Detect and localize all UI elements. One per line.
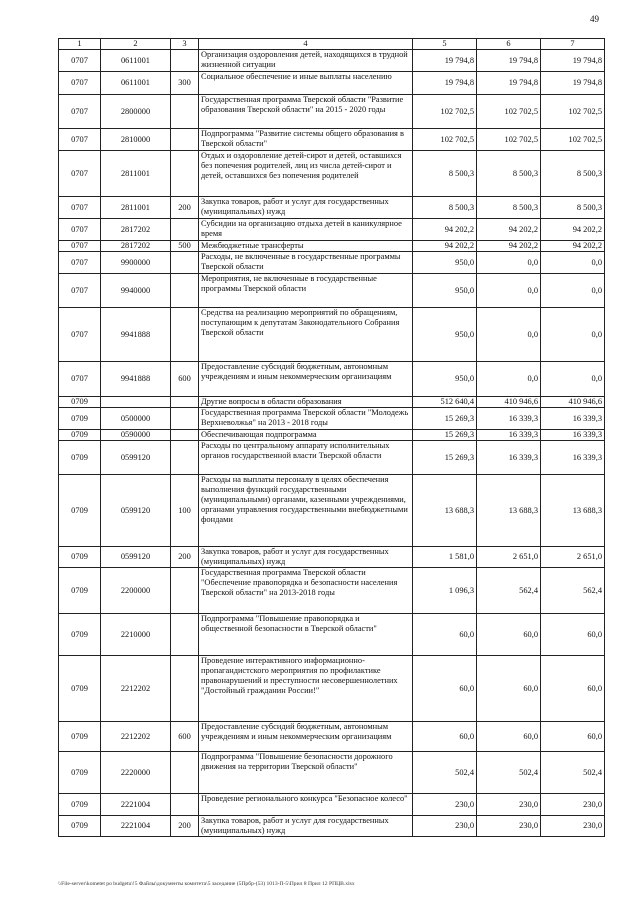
- table-cell-name: Организация оздоровления детей, находящихся в трудной жизненной ситуации: [199, 50, 413, 72]
- table-row: [59, 274, 605, 308]
- table-cell-name: Государственная программа Тверской области "Развитие образования Тверской области" на 2015 - 2020 годы: [199, 95, 413, 129]
- table-cell-vr: [171, 430, 199, 441]
- table-row: [59, 568, 605, 614]
- table-cell-v2: 0,0: [477, 308, 541, 362]
- table-cell-vr: [171, 752, 199, 794]
- table-cell-name: Расходы по центральному аппарату исполнительных органов государственной власти Тверской области: [199, 441, 413, 475]
- table-cell-csr: 0599120: [101, 441, 171, 475]
- table-cell-v1: 19 794,8: [413, 50, 477, 72]
- table-cell-v1: 13 688,3: [413, 475, 477, 547]
- table-cell-v1: 19 794,8: [413, 72, 477, 95]
- table-row: [59, 308, 605, 362]
- table-cell-v3: 562,4: [541, 568, 605, 614]
- table-cell-rz: 0707: [59, 219, 101, 241]
- table-cell-v1: 512 640,4: [413, 397, 477, 408]
- column-header: 7: [541, 39, 605, 50]
- table-row: [59, 408, 605, 430]
- table-cell-v1: 1 096,3: [413, 568, 477, 614]
- table-cell-vr: 200: [171, 547, 199, 568]
- table-cell-rz: 0709: [59, 441, 101, 475]
- table-cell-name: Предоставление субсидий бюджетным, автономным учреждениям и иным некоммерческим организациям: [199, 722, 413, 752]
- table-cell-csr: [101, 397, 171, 408]
- column-header: 2: [101, 39, 171, 50]
- table-cell-v1: 950,0: [413, 308, 477, 362]
- table-cell-vr: [171, 219, 199, 241]
- table-cell-rz: 0707: [59, 252, 101, 274]
- table-row: [59, 95, 605, 129]
- table-cell-csr: 0590000: [101, 430, 171, 441]
- table-cell-v3: 60,0: [541, 614, 605, 656]
- table-cell-vr: 600: [171, 722, 199, 752]
- table-cell-name: Подпрограмма "Повышение безопасности дорожного движения на территории Тверской области": [199, 752, 413, 794]
- table-cell-v1: 8 500,3: [413, 151, 477, 197]
- table-cell-csr: 9900000: [101, 252, 171, 274]
- table-cell-vr: [171, 95, 199, 129]
- table-cell-v3: 16 339,3: [541, 408, 605, 430]
- table-cell-v2: 562,4: [477, 568, 541, 614]
- table-cell-rz: 0707: [59, 95, 101, 129]
- table-cell-v2: 0,0: [477, 252, 541, 274]
- table-cell-rz: 0707: [59, 308, 101, 362]
- table-body: [59, 50, 605, 837]
- table-cell-v3: 19 794,8: [541, 50, 605, 72]
- table-cell-v1: 950,0: [413, 252, 477, 274]
- table-row: [59, 441, 605, 475]
- table-cell-csr: 2212202: [101, 722, 171, 752]
- table-row: [59, 794, 605, 816]
- table-cell-csr: 9941888: [101, 362, 171, 397]
- table-cell-v1: 15 269,3: [413, 430, 477, 441]
- table-cell-v2: 60,0: [477, 722, 541, 752]
- table-cell-csr: 0611001: [101, 72, 171, 95]
- table-cell-v2: 60,0: [477, 614, 541, 656]
- table-cell-v2: 8 500,3: [477, 151, 541, 197]
- table-cell-rz: 0707: [59, 50, 101, 72]
- table-cell-v3: 2 651,0: [541, 547, 605, 568]
- table-cell-v2: 0,0: [477, 274, 541, 308]
- table-cell-vr: [171, 441, 199, 475]
- table-cell-name: Подпрограмма "Повышение правопорядка и общественной безопасности в Тверской области": [199, 614, 413, 656]
- file-path-footer: \\File-server\kometet po budgetu\!5 Файлы\документы комитета\5 заседание (5Прбр-(53) 1013-П-5\Прил 8 Прил 12 РПЦВ.xlsx: [58, 881, 355, 887]
- table-cell-v2: 16 339,3: [477, 408, 541, 430]
- table-cell-v2: 19 794,8: [477, 50, 541, 72]
- table-cell-vr: [171, 151, 199, 197]
- table-cell-name: Другие вопросы в области образования: [199, 397, 413, 408]
- table-row: [59, 72, 605, 95]
- table-cell-rz: 0709: [59, 794, 101, 816]
- table-row: [59, 50, 605, 72]
- table-cell-csr: 0500000: [101, 408, 171, 430]
- table-cell-rz: 0709: [59, 656, 101, 722]
- table-cell-v3: 0,0: [541, 308, 605, 362]
- table-cell-csr: 2210000: [101, 614, 171, 656]
- table-cell-v1: 502,4: [413, 752, 477, 794]
- table-cell-v1: 950,0: [413, 274, 477, 308]
- table-cell-v3: 19 794,8: [541, 72, 605, 95]
- table-row: [59, 252, 605, 274]
- table-cell-v1: 15 269,3: [413, 408, 477, 430]
- table-cell-rz: 0707: [59, 197, 101, 219]
- table-cell-rz: 0707: [59, 362, 101, 397]
- table-cell-csr: 0611001: [101, 50, 171, 72]
- table-row: [59, 151, 605, 197]
- table-cell-vr: [171, 308, 199, 362]
- table-cell-v1: 60,0: [413, 614, 477, 656]
- table-cell-v1: 230,0: [413, 816, 477, 837]
- table-cell-vr: 500: [171, 241, 199, 252]
- table-cell-name: Мероприятия, не включенные в государственные программы Тверской области: [199, 274, 413, 308]
- table-cell-v3: 410 946,6: [541, 397, 605, 408]
- table-cell-csr: 9941888: [101, 308, 171, 362]
- table-cell-v1: 8 500,3: [413, 197, 477, 219]
- table-cell-rz: 0707: [59, 151, 101, 197]
- table-cell-csr: 2810000: [101, 129, 171, 151]
- table-cell-csr: 2811001: [101, 151, 171, 197]
- table-cell-v3: 230,0: [541, 794, 605, 816]
- table-cell-v3: 16 339,3: [541, 430, 605, 441]
- table-row: [59, 219, 605, 241]
- table-cell-v2: 230,0: [477, 794, 541, 816]
- table-cell-rz: 0707: [59, 241, 101, 252]
- table-header-row: [59, 39, 605, 50]
- table-row: [59, 197, 605, 219]
- table-row: [59, 752, 605, 794]
- table-row: [59, 816, 605, 837]
- table-cell-v3: 94 202,2: [541, 241, 605, 252]
- table-cell-vr: [171, 274, 199, 308]
- column-header: 3: [171, 39, 199, 50]
- page-number: 49: [590, 14, 599, 24]
- table-cell-v3: 60,0: [541, 656, 605, 722]
- table-cell-v3: 230,0: [541, 816, 605, 837]
- table-row: [59, 430, 605, 441]
- table-cell-v3: 0,0: [541, 362, 605, 397]
- table-row: [59, 722, 605, 752]
- table-cell-rz: 0709: [59, 722, 101, 752]
- table-cell-rz: 0709: [59, 752, 101, 794]
- table-cell-v2: 8 500,3: [477, 197, 541, 219]
- table-cell-vr: [171, 656, 199, 722]
- table-cell-v2: 16 339,3: [477, 430, 541, 441]
- table-cell-v2: 102 702,5: [477, 129, 541, 151]
- table-cell-name: Государственная программа Тверской области "Обеспечение правопорядка и безопасности населения Тверской области" на 2013-2018 годы: [199, 568, 413, 614]
- table-cell-v1: 60,0: [413, 722, 477, 752]
- budget-table: [58, 38, 605, 837]
- table-cell-v2: 60,0: [477, 656, 541, 722]
- table-cell-v3: 8 500,3: [541, 197, 605, 219]
- table-cell-v3: 0,0: [541, 252, 605, 274]
- table-cell-v2: 0,0: [477, 362, 541, 397]
- table-cell-v3: 16 339,3: [541, 441, 605, 475]
- table-cell-v2: 16 339,3: [477, 441, 541, 475]
- table-cell-rz: 0709: [59, 475, 101, 547]
- table-cell-name: Закупка товаров, работ и услуг для государственных (муниципальных) нужд: [199, 197, 413, 219]
- table-cell-name: Предоставление субсидий бюджетным, автономным учреждениям и иным некоммерческим организациям: [199, 362, 413, 397]
- table-cell-v3: 8 500,3: [541, 151, 605, 197]
- table-cell-csr: 2220000: [101, 752, 171, 794]
- table-cell-csr: 2212202: [101, 656, 171, 722]
- table-cell-v3: 502,4: [541, 752, 605, 794]
- table-cell-v2: 94 202,2: [477, 241, 541, 252]
- table-cell-v3: 0,0: [541, 274, 605, 308]
- table-cell-vr: [171, 614, 199, 656]
- table-cell-rz: 0709: [59, 816, 101, 837]
- column-header: 6: [477, 39, 541, 50]
- table-cell-v1: 102 702,5: [413, 129, 477, 151]
- table-row: [59, 241, 605, 252]
- table-cell-v3: 102 702,5: [541, 129, 605, 151]
- table-cell-csr: 2200000: [101, 568, 171, 614]
- table-cell-v1: 94 202,2: [413, 241, 477, 252]
- table-cell-name: Межбюджетные трансферты: [199, 241, 413, 252]
- table-cell-v1: 15 269,3: [413, 441, 477, 475]
- table-cell-rz: 0707: [59, 129, 101, 151]
- table-cell-vr: 300: [171, 72, 199, 95]
- table-row: [59, 397, 605, 408]
- table-cell-csr: 2817202: [101, 241, 171, 252]
- table-row: [59, 547, 605, 568]
- table-cell-v2: 19 794,8: [477, 72, 541, 95]
- table-row: [59, 614, 605, 656]
- table-cell-v1: 94 202,2: [413, 219, 477, 241]
- table-cell-v3: 94 202,2: [541, 219, 605, 241]
- table-cell-rz: 0709: [59, 397, 101, 408]
- table-cell-vr: [171, 50, 199, 72]
- table-cell-csr: 2811001: [101, 197, 171, 219]
- table-cell-vr: 200: [171, 197, 199, 219]
- table-cell-rz: 0709: [59, 614, 101, 656]
- table-cell-v2: 410 946,6: [477, 397, 541, 408]
- table-cell-v3: 13 688,3: [541, 475, 605, 547]
- table-cell-rz: 0709: [59, 568, 101, 614]
- table-cell-rz: 0707: [59, 72, 101, 95]
- table-cell-vr: 600: [171, 362, 199, 397]
- table-cell-vr: 200: [171, 816, 199, 837]
- table-row: [59, 656, 605, 722]
- column-header: 5: [413, 39, 477, 50]
- table-cell-name: Средства на реализацию мероприятий по обращениям, поступающим к депутатам Законодательного Собрания Тверской области: [199, 308, 413, 362]
- table-cell-csr: 2221004: [101, 794, 171, 816]
- table-cell-v1: 950,0: [413, 362, 477, 397]
- table-cell-vr: [171, 408, 199, 430]
- table-row: [59, 475, 605, 547]
- table-cell-v2: 502,4: [477, 752, 541, 794]
- table-cell-name: Социальное обеспечение и иные выплаты населению: [199, 72, 413, 95]
- table-cell-name: Закупка товаров, работ и услуг для государственных (муниципальных) нужд: [199, 816, 413, 837]
- table-cell-v1: 1 581,0: [413, 547, 477, 568]
- table-cell-name: Проведение регионального конкурса "Безопасное колесо": [199, 794, 413, 816]
- table-cell-v1: 60,0: [413, 656, 477, 722]
- table-cell-v3: 60,0: [541, 722, 605, 752]
- table-cell-vr: [171, 568, 199, 614]
- table-cell-csr: 9940000: [101, 274, 171, 308]
- table-cell-name: Подпрограмма "Развитие системы общего образования в Тверской области": [199, 129, 413, 151]
- column-header: 1: [59, 39, 101, 50]
- table-cell-vr: [171, 794, 199, 816]
- table-cell-csr: 2800000: [101, 95, 171, 129]
- table-cell-name: Государственная программа Тверской области "Молодежь Верхневолжья" на 2013 - 2018 годы: [199, 408, 413, 430]
- table-cell-v1: 230,0: [413, 794, 477, 816]
- table-cell-vr: [171, 252, 199, 274]
- table-cell-csr: 0599120: [101, 475, 171, 547]
- table-cell-v2: 230,0: [477, 816, 541, 837]
- table-cell-v2: 13 688,3: [477, 475, 541, 547]
- table-cell-csr: 2817202: [101, 219, 171, 241]
- table-cell-v2: 94 202,2: [477, 219, 541, 241]
- column-header: 4: [199, 39, 413, 50]
- table-row: [59, 129, 605, 151]
- table-cell-rz: 0709: [59, 430, 101, 441]
- table-cell-v1: 102 702,5: [413, 95, 477, 129]
- table-cell-rz: 0707: [59, 274, 101, 308]
- table-cell-name: Обеспечивающая подпрограмма: [199, 430, 413, 441]
- table-cell-name: Проведение интерактивного информационно-пропагандистского мероприятия по профилактике правонарушений и преступности несовершеннолетних "Достойный гражданин России!": [199, 656, 413, 722]
- table-cell-vr: 100: [171, 475, 199, 547]
- table-cell-name: Субсидии на организацию отдыха детей в каникулярное время: [199, 219, 413, 241]
- table-cell-name: Отдых и оздоровление детей-сирот и детей, оставшихся без попечения родителей, лиц из числа детей-сирот и детей, оставшихся без попечения родителей: [199, 151, 413, 197]
- table-cell-rz: 0709: [59, 547, 101, 568]
- table-cell-name: Расходы, не включенные в государственные программы Тверской области: [199, 252, 413, 274]
- table-cell-v2: 2 651,0: [477, 547, 541, 568]
- table-cell-csr: 0599120: [101, 547, 171, 568]
- table-cell-name: Закупка товаров, работ и услуг для государственных (муниципальных) нужд: [199, 547, 413, 568]
- table-cell-vr: [171, 397, 199, 408]
- table-cell-name: Расходы на выплаты персоналу в целях обеспечения выполнения функций государственными (муниципальными) органами, казенными учреждениями, органами управления государственными внебюджетными фондами: [199, 475, 413, 547]
- table-cell-vr: [171, 129, 199, 151]
- table-cell-rz: 0709: [59, 408, 101, 430]
- table-row: [59, 362, 605, 397]
- table-cell-v3: 102 702,5: [541, 95, 605, 129]
- table-cell-csr: 2221004: [101, 816, 171, 837]
- table-cell-v2: 102 702,5: [477, 95, 541, 129]
